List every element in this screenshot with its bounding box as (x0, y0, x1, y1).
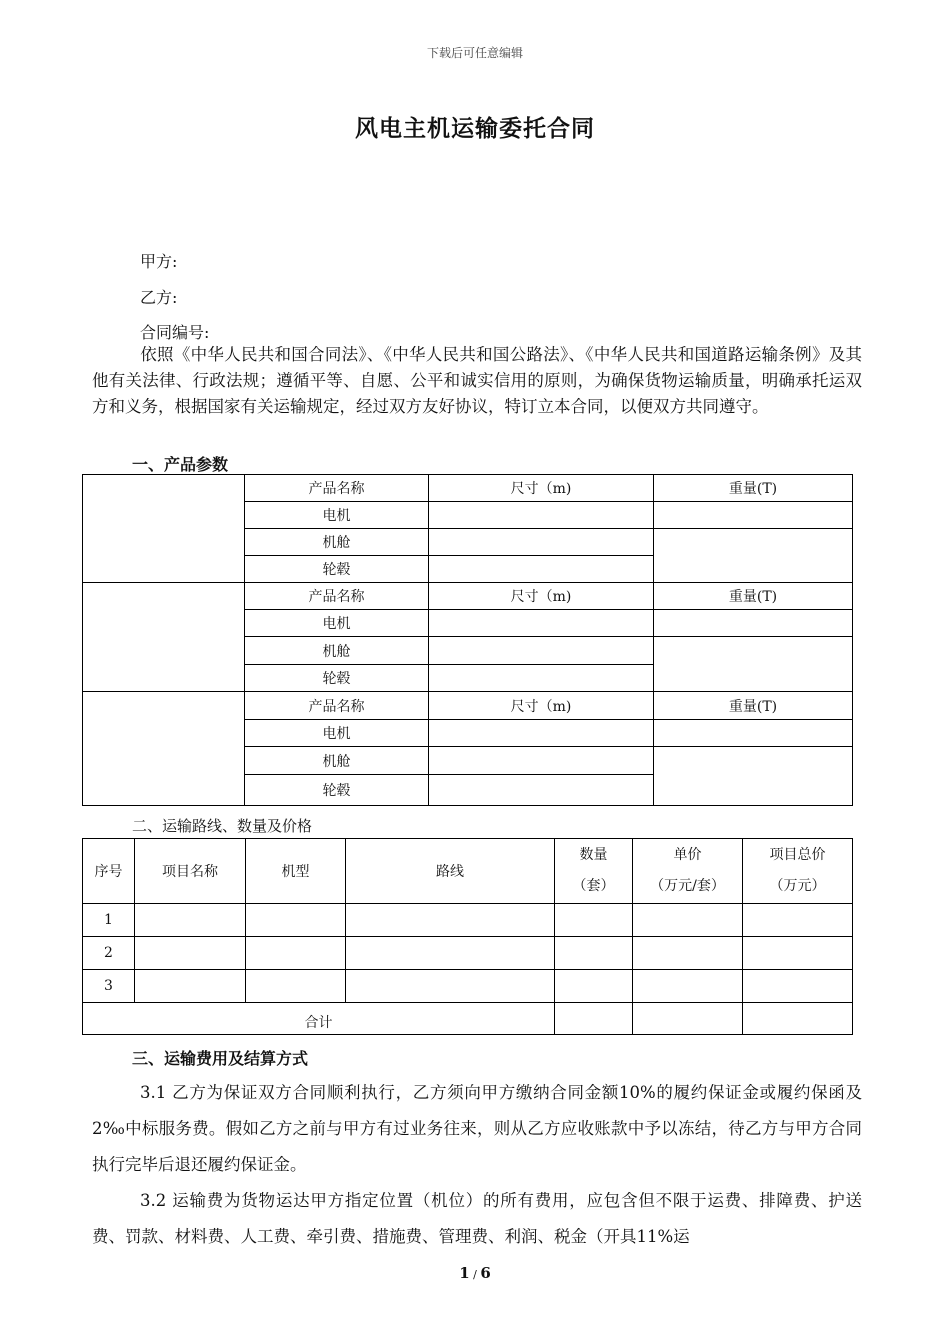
route-price-table (82, 838, 853, 1035)
header-unit-price (633, 839, 743, 904)
table-cell (633, 1003, 743, 1035)
section3-title: 三、运输费用及结算方式 (132, 1049, 309, 1068)
header-weight: 重量(T) (654, 475, 853, 502)
intro-text: 依照《中华人民共和国合同法》、《中华人民共和国公路法》、《中华人民共和国道路运输条例》及其他有关法律、行政法规；遵循平等、自愿、公平和诚实信用的原则，为确保货物运输质量，明确承托运双方和义务，根据国家有关运输规定，经过双方友好协议，特订立本合同，以便双方共同遵守。 (92, 345, 862, 416)
table-cell (246, 970, 346, 1003)
party-b-field: 乙方: (140, 288, 178, 307)
total-pages: 6 (480, 1264, 491, 1282)
total-price-line2: （万元） (769, 878, 826, 894)
header-model: 机型 (246, 839, 346, 904)
clause-3-2-text: 3.2 运输费为货物运达甲方指定位置（机位）的所有费用，应包含但不限于运费、排障费、护送费、罚款、材料费、人工费、牵引费、措施费、管理费、利润、税金（开具11%运 (92, 1191, 862, 1246)
table-cell (555, 904, 633, 937)
header-weight: 重量(T) (654, 583, 853, 610)
party-a-field: 甲方: (140, 252, 178, 271)
header-total-price (743, 839, 853, 904)
table-cell (743, 904, 853, 937)
clause-3-1-text: 3.1 乙方为保证双方合同顺利执行，乙方须向甲方缴纳合同金额10%的履约保证金或履约保函及2‰中标服务费。假如乙方之前与甲方有过业务往来，则从乙方应收账款中予以冻结，待乙方与甲方合同执行完毕后退还履约保证金。 (92, 1083, 862, 1174)
table-cell (555, 1003, 633, 1035)
clause-3-2 (92, 1183, 862, 1255)
clause-3-1 (92, 1075, 862, 1183)
size-cell (429, 502, 654, 529)
total-label: 合计 (83, 1003, 555, 1035)
table-cell (633, 937, 743, 970)
item-nacelle: 机舱 (245, 747, 429, 775)
size-cell (429, 529, 654, 556)
item-hub: 轮毂 (245, 775, 429, 806)
item-hub: 轮毂 (245, 556, 429, 583)
header-product-name: 产品名称 (245, 475, 429, 502)
item-motor: 电机 (245, 502, 429, 529)
size-cell (429, 637, 654, 665)
weight-cell (654, 502, 853, 529)
table-cell (743, 970, 853, 1003)
quantity-line1: 数量 (579, 847, 608, 863)
section1-title: 一、产品参数 (132, 455, 229, 474)
header-note: 下载后可任意编辑 (426, 46, 523, 60)
item-nacelle: 机舱 (245, 637, 429, 665)
unit-price-line2: （万元/套） (650, 878, 725, 894)
table-cell (346, 904, 555, 937)
table-cell (555, 937, 633, 970)
header-size: 尺寸（m) (429, 583, 654, 610)
page-number (0, 1264, 950, 1282)
row-number: 3 (83, 970, 135, 1003)
group-label-cell (83, 692, 245, 806)
unit-price-line1: 单价 (673, 847, 702, 863)
item-motor: 电机 (245, 720, 429, 747)
table-cell (135, 904, 246, 937)
size-cell (429, 720, 654, 747)
total-price-line1: 项目总价 (769, 847, 826, 863)
table-cell (743, 937, 853, 970)
header-product-name: 产品名称 (245, 692, 429, 720)
weight-cell (654, 637, 853, 692)
table-cell (135, 937, 246, 970)
table-cell (246, 937, 346, 970)
table-cell (246, 904, 346, 937)
header-weight: 重量(T) (654, 692, 853, 720)
document-title: 风电主机运输委托合同 (355, 115, 595, 142)
table-cell (346, 937, 555, 970)
item-motor: 电机 (245, 610, 429, 637)
header-project-name: 项目名称 (135, 839, 246, 904)
header-size: 尺寸（m) (429, 692, 654, 720)
header-size: 尺寸（m) (429, 475, 654, 502)
page-separator: / (469, 1268, 481, 1281)
weight-cell (654, 720, 853, 747)
size-cell (429, 775, 654, 806)
header-product-name: 产品名称 (245, 583, 429, 610)
table-cell (555, 970, 633, 1003)
header-quantity (555, 839, 633, 904)
size-cell (429, 665, 654, 692)
item-hub: 轮毂 (245, 665, 429, 692)
group-label-cell (83, 475, 245, 583)
group-label-cell (83, 583, 245, 692)
item-nacelle: 机舱 (245, 529, 429, 556)
table-cell (633, 904, 743, 937)
contract-number-field: 合同编号: (140, 323, 210, 342)
size-cell (429, 747, 654, 775)
weight-cell (654, 747, 853, 806)
table-cell (135, 970, 246, 1003)
size-cell (429, 610, 654, 637)
size-cell (429, 556, 654, 583)
quantity-line2: （套） (572, 878, 615, 894)
table-cell (633, 970, 743, 1003)
section2-title: 二、运输路线、数量及价格 (132, 817, 313, 835)
row-number: 1 (83, 904, 135, 937)
row-number: 2 (83, 937, 135, 970)
header-route: 路线 (346, 839, 555, 904)
current-page: 1 (459, 1264, 470, 1282)
table-cell (346, 970, 555, 1003)
product-params-table (82, 474, 853, 806)
weight-cell (654, 610, 853, 637)
weight-cell (654, 529, 853, 583)
header-no: 序号 (83, 839, 135, 904)
intro-paragraph (92, 342, 862, 420)
table-cell (743, 1003, 853, 1035)
